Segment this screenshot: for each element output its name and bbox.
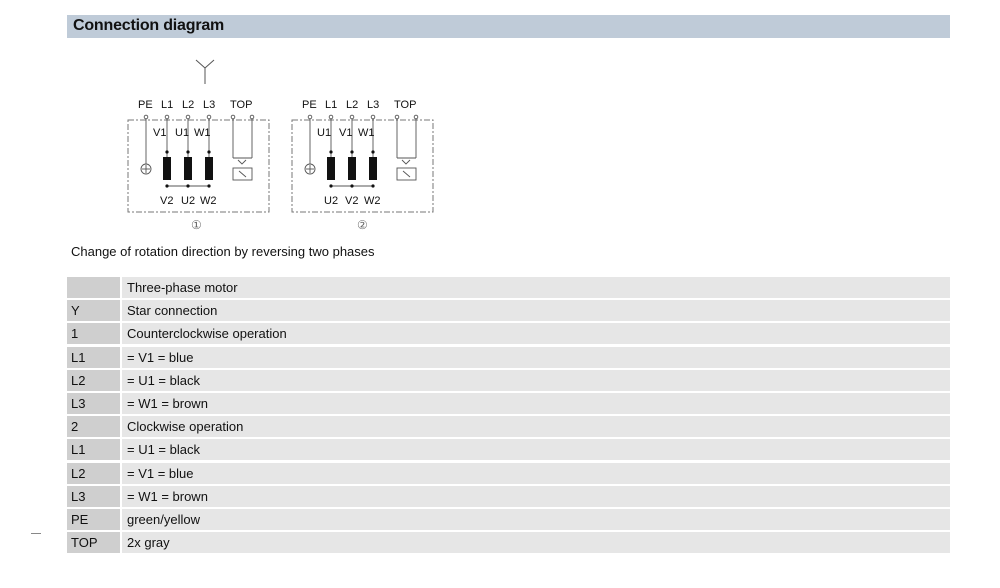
winding-lower-label-3: W2 bbox=[200, 195, 217, 207]
legend-key: L2 bbox=[67, 370, 120, 391]
legend-value: 2x gray bbox=[122, 532, 950, 553]
panel-number-2: ② bbox=[357, 218, 368, 232]
legend-key: L1 bbox=[67, 347, 120, 368]
winding-lower-label-1: V2 bbox=[160, 195, 174, 207]
winding-lower-label-1: U2 bbox=[324, 195, 339, 207]
legend-row bbox=[67, 486, 950, 507]
diagram-caption: Change of rotation direction by reversing two phases bbox=[71, 244, 375, 259]
wiring-panel-2 bbox=[292, 99, 433, 232]
legend-key: 2 bbox=[67, 416, 120, 437]
terminal-label-l2: L2 bbox=[346, 99, 359, 111]
legend-table bbox=[67, 277, 950, 555]
legend-value: = W1 = brown bbox=[122, 486, 950, 507]
legend-value: Three-phase motor bbox=[122, 277, 950, 298]
winding-upper-label-2: V1 bbox=[339, 127, 353, 139]
terminal-label-pe: PE bbox=[138, 99, 153, 111]
legend-row bbox=[67, 532, 950, 553]
terminal-label-l3: L3 bbox=[367, 99, 380, 111]
legend-key: L3 bbox=[67, 393, 120, 414]
legend-value: green/yellow bbox=[122, 509, 950, 530]
legend-row bbox=[67, 300, 950, 321]
legend-value: = V1 = blue bbox=[122, 463, 950, 484]
legend-row bbox=[67, 370, 950, 391]
terminal-label-l1: L1 bbox=[161, 99, 174, 111]
legend-key: L2 bbox=[67, 463, 120, 484]
winding-upper-label-2: U1 bbox=[175, 127, 190, 139]
legend-key: 1 bbox=[67, 323, 120, 344]
star-connection-symbol bbox=[196, 60, 214, 84]
legend-value: Counterclockwise operation bbox=[122, 323, 950, 344]
section-title: Connection diagram bbox=[73, 17, 225, 34]
legend-value: Clockwise operation bbox=[122, 416, 950, 437]
legend-row bbox=[67, 509, 950, 530]
terminal-label-l3: L3 bbox=[203, 99, 216, 111]
terminal-label-top: TOP bbox=[230, 99, 253, 111]
legend-key: Y bbox=[67, 300, 120, 321]
legend-value: = V1 = blue bbox=[122, 347, 950, 368]
legend-row bbox=[67, 416, 950, 437]
legend-row bbox=[67, 347, 950, 368]
terminal-label-l1: L1 bbox=[325, 99, 338, 111]
legend-value: = U1 = black bbox=[122, 439, 950, 460]
terminal-label-pe: PE bbox=[302, 99, 317, 111]
legend-key: TOP bbox=[67, 532, 120, 553]
panel-number-1: ① bbox=[191, 218, 202, 232]
legend-row bbox=[67, 277, 950, 298]
winding-upper-label-3: W1 bbox=[358, 127, 375, 139]
terminal-label-l2: L2 bbox=[182, 99, 195, 111]
legend-key: L3 bbox=[67, 486, 120, 507]
legend-row bbox=[67, 439, 950, 460]
legend-key: PE bbox=[67, 509, 120, 530]
legend-key bbox=[67, 277, 120, 298]
winding-upper-label-3: W1 bbox=[194, 127, 211, 139]
legend-row bbox=[67, 323, 950, 344]
winding-upper-label-1: U1 bbox=[317, 127, 332, 139]
winding-lower-label-2: U2 bbox=[181, 195, 196, 207]
legend-value: = U1 = black bbox=[122, 370, 950, 391]
legend-row bbox=[67, 463, 950, 484]
legend-value: = W1 = brown bbox=[122, 393, 950, 414]
terminal-label-top: TOP bbox=[394, 99, 417, 111]
legend-value: Star connection bbox=[122, 300, 950, 321]
legend-key: L1 bbox=[67, 439, 120, 460]
winding-lower-label-2: V2 bbox=[345, 195, 359, 207]
winding-upper-label-1: V1 bbox=[153, 127, 167, 139]
margin-tick bbox=[31, 533, 41, 534]
winding-lower-label-3: W2 bbox=[364, 195, 381, 207]
legend-row bbox=[67, 393, 950, 414]
connection-diagram bbox=[0, 0, 1000, 260]
wiring-panel-1 bbox=[128, 99, 269, 232]
